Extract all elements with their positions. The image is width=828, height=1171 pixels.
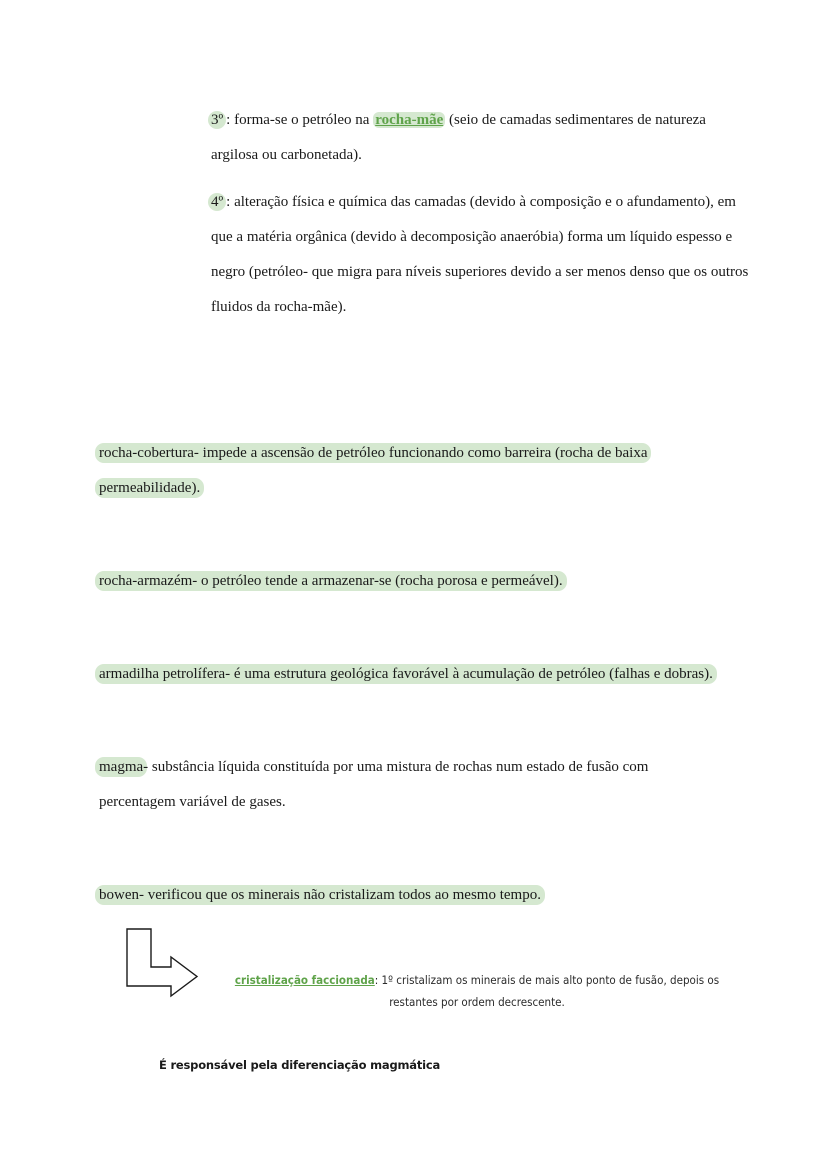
rocha-armazem-text: rocha-armazém- o petróleo tende a armazenar-se (rocha porosa e permeável). xyxy=(95,571,567,591)
cristalizacao-faccionada-term: cristalização faccionada xyxy=(234,973,375,987)
diferenciacao-magmatica-note: É responsável pela diferenciação magmática xyxy=(159,1058,441,1072)
magma-text: - substância líquida constituída por uma mistura de rochas num estado de fusão com percentagem variável de gases. xyxy=(99,759,649,810)
step-4-badge: 4º xyxy=(208,193,226,211)
bent-right-arrow-icon xyxy=(126,928,202,998)
definition-rocha-cobertura xyxy=(99,436,679,506)
armadilha-petrolifera-text: armadilha petrolífera- é uma estrutura geológica favorável à acumulação de petróleo (falhas e dobras). xyxy=(95,664,717,684)
step-4-text: : alteração física e química das camadas (devido à composição e o afundamento), em que a matéria orgânica (devido à decomposição anaeróbia) forma um líquido espesso e negro (petróleo- que migra para níveis superiores devido a ser menos denso que os outros fluidos da rocha-mãe). xyxy=(211,194,749,315)
rocha-mae-term: rocha-mãe xyxy=(375,112,444,128)
definition-armadilha-petrolifera xyxy=(99,657,799,692)
rocha-cobertura-text: rocha-cobertura- impede a ascensão de petróleo funcionando como barreira (rocha de baixa permeabilidade). xyxy=(95,443,651,498)
cristalizacao-faccionada-text: : 1º cristalizam os minerais de mais alto ponto de fusão, depois os restantes por ordem decrescente. xyxy=(374,973,720,1009)
definition-bowen xyxy=(99,878,759,913)
step-3-badge: 3º xyxy=(208,111,226,129)
step-4-paragraph xyxy=(211,185,751,325)
cristalizacao-faccionada-note xyxy=(217,969,737,1013)
definition-magma xyxy=(99,750,689,820)
magma-term: magma xyxy=(95,757,147,777)
step-3-text-after: (seio de camadas sedimentares de natureza argilosa ou carbonetada). xyxy=(211,112,706,163)
definition-rocha-armazem xyxy=(99,564,759,599)
bowen-text: bowen- verificou que os minerais não cristalizam todos ao mesmo tempo. xyxy=(95,885,545,905)
step-3-paragraph xyxy=(211,103,751,173)
step-3-text-before: : forma-se o petróleo na xyxy=(226,112,374,128)
